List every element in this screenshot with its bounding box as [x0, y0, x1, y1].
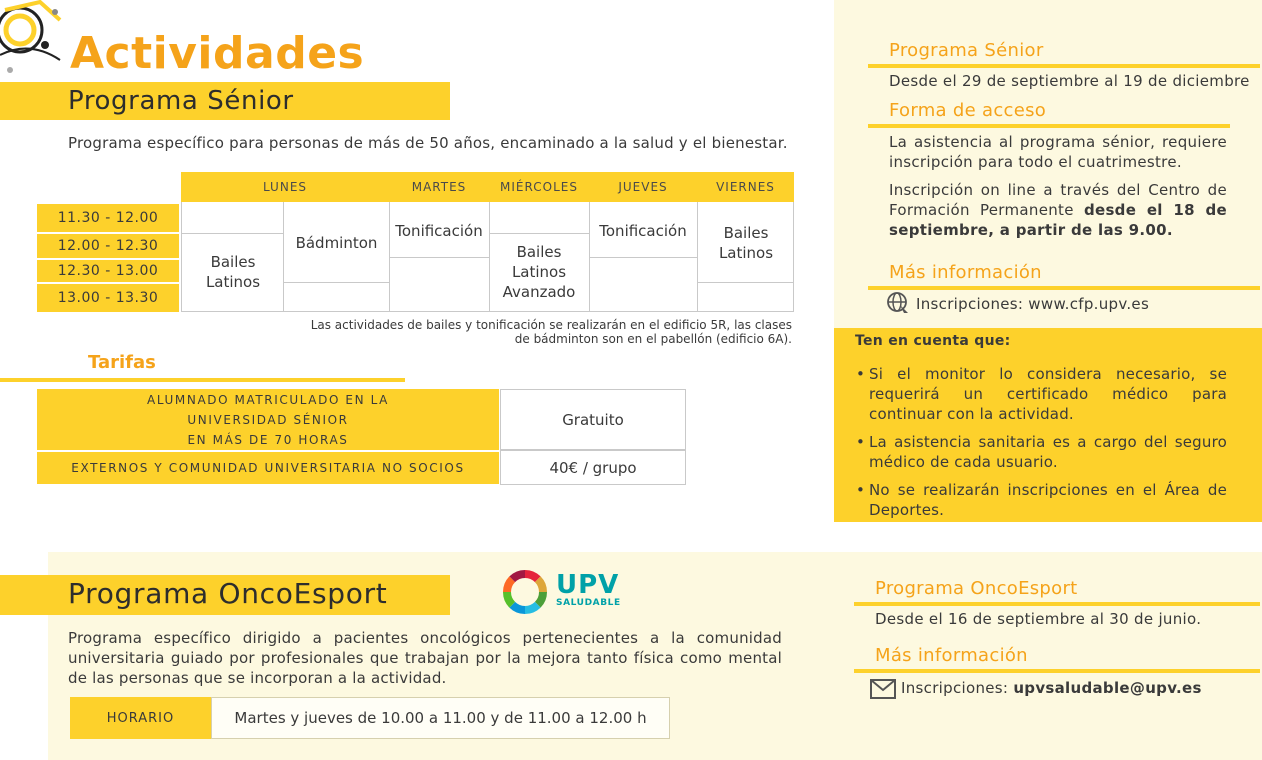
upv-logo-text: UPV: [556, 570, 620, 600]
access-heading: Forma de acceso: [889, 100, 1047, 121]
right-onco-heading: Programa OncoEsport: [875, 578, 1078, 599]
page-title: Actividades: [70, 28, 365, 79]
globe-icon: [886, 291, 910, 315]
notice-bullet-2: La asistencia sanitaria es a cargo del seguro médico de cada usuario.: [869, 433, 1227, 471]
horario-label: HORARIO: [70, 697, 211, 739]
notice-bullet-3: No se realizarán inscripciones en el Área de Deportes.: [869, 481, 1227, 519]
day-header-martes: MARTES: [389, 172, 489, 202]
sdg-wheel-icon: [501, 568, 549, 616]
time-slot-4: 13.00 - 13.30: [37, 284, 179, 312]
online-line-1: Inscripción on line a través del Centro de: [889, 181, 1227, 199]
access-line-1: La asistencia al programa sénior, requiere: [889, 133, 1227, 151]
senior-description: Programa específico para personas de más de 50 años, encaminado a la salud y el bienestar.: [68, 134, 788, 152]
notice-title: Ten en cuenta que:: [855, 333, 1011, 349]
tarifas-heading: Tarifas: [88, 352, 156, 373]
access-line-2: inscripción para todo el cuatrimestre.: [889, 153, 1182, 171]
right-senior-dates: Desde el 29 de septiembre al 19 de diciembre: [889, 72, 1250, 90]
day-header-jueves: JUEVES: [589, 172, 697, 202]
day-header-viernes: VIERNES: [697, 172, 794, 202]
time-slot-1: 11.30 - 12.00: [37, 204, 179, 232]
bullet-dot: •: [856, 365, 866, 383]
tarifas-underline: [0, 378, 405, 382]
right-senior-heading: Programa Sénior: [889, 40, 1044, 61]
mail-icon: [870, 679, 896, 699]
bullet-dot: •: [856, 433, 866, 451]
senior-info-link[interactable]: Inscripciones: www.cfp.upv.es: [916, 295, 1150, 313]
time-slot-2: 12.00 - 12.30: [37, 234, 179, 258]
time-slot-3: 12.30 - 13.00: [37, 260, 179, 282]
access-underline: [868, 124, 1230, 128]
day-header-miercoles: MIÉRCOLES: [489, 172, 589, 202]
fee-value-40: 40€ / grupo: [500, 450, 686, 485]
onco-info-heading: Más información: [875, 645, 1028, 666]
online-line-3: septiembre, a partir de las 9.00.: [889, 221, 1173, 239]
bullet-dot: •: [856, 481, 866, 499]
activity-lunes-bailes: Bailes Latinos: [205, 253, 261, 291]
senior-info-underline: [868, 286, 1260, 290]
activity-miercoles-bailes-avanzado: Bailes Latinos Avanzado: [502, 243, 576, 301]
upv-logo-subtitle: SALUDABLE: [556, 598, 621, 608]
onco-info-underline: [854, 669, 1260, 673]
activity-viernes-bailes: Bailes Latinos: [718, 224, 774, 262]
schedule-note: Las actividades de bailes y tonificación se realizarán en el edificio 5R, las clases de bádminton son en el pabellón (edificio 6A).: [310, 318, 792, 346]
onco-info-email[interactable]: Inscripciones: upvsaludable@upv.es: [901, 679, 1202, 697]
fee-label-matriculado: ALUMNADO MATRICULADO EN LA UNIVERSIDAD SÉNIOR EN MÁS DE 70 HORAS: [37, 389, 499, 450]
decorative-splash-icon: [0, 0, 72, 82]
right-senior-underline: [868, 64, 1260, 68]
day-header-lunes: LUNES: [181, 172, 389, 202]
right-onco-underline: [854, 602, 1260, 606]
fee-value-gratuito: Gratuito: [500, 389, 686, 450]
activity-martes-tonificacion: Tonificación: [395, 222, 483, 240]
senior-info-heading: Más información: [889, 262, 1042, 283]
senior-section-heading: Programa Sénior: [68, 86, 294, 116]
fee-label-externos: EXTERNOS Y COMUNIDAD UNIVERSITARIA NO SOCIOS: [37, 452, 499, 484]
onco-heading: Programa OncoEsport: [68, 577, 388, 610]
online-line-2: Formación Permanente desde el 18 de: [889, 201, 1227, 219]
schedule-table: [37, 172, 794, 312]
right-onco-dates: Desde el 16 de septiembre al 30 de junio.: [875, 610, 1202, 628]
fees-table: [37, 389, 687, 485]
activity-jueves-tonificacion: Tonificación: [599, 222, 687, 240]
activity-lunes-badminton: Bádminton: [295, 234, 378, 252]
onco-description: Programa específico dirigido a pacientes oncológicos pertenecientes a la comunidad universitaria guiado por profesionales que trabajan por la mejora tanto física como mental de las personas que se incorporan a la actividad.: [68, 629, 782, 687]
horario-value: Martes y jueves de 10.00 a 11.00 y de 11.00 a 12.00 h: [211, 697, 670, 739]
notice-bullet-1: Si el monitor lo considera necesario, se requerirá un certificado médico para continuar con la actividad.: [869, 365, 1227, 423]
